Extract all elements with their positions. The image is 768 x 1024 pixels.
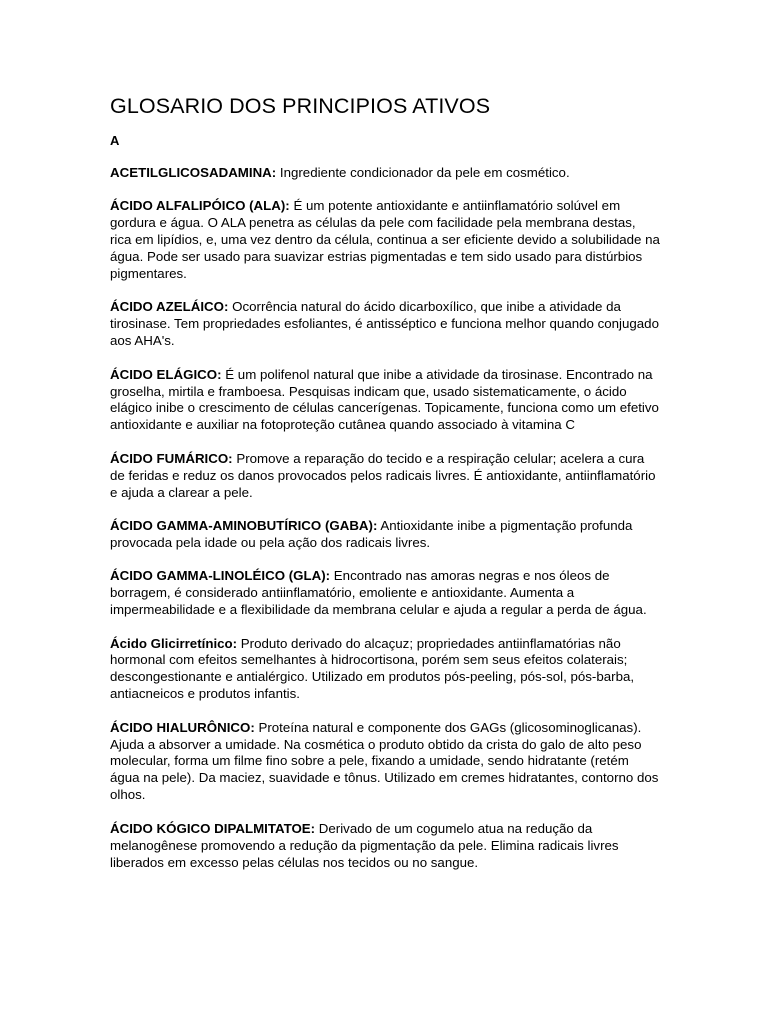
entry-definition: Proteína natural e componente dos GAGs (glicosominoglicanas). Ajuda a absorver a umidade. Na cosmética o produto obtido da crista do galo de alto peso molecular, forma um filme fino sobre a pele, fixando a umidade, sendo hidratante (retém água na pele). Da maciez, suavidade e tônus. Utilizado em cremes hidratantes, contorno dos olhos.	[110, 719, 659, 803]
entry-term: ACETILGLICOSADAMINA:	[110, 165, 277, 180]
glossary-entry	[110, 165, 660, 182]
entry-definition: Encontrado nas amoras negras e nos óleos de borragem, é considerado antiinflamatório, emoliente e antioxidante. Aumenta a impermeabilidade e a flexibilidade da membrana celular e ajuda a regular a perda de água.	[110, 568, 647, 618]
glossary-entry	[110, 299, 660, 350]
entry-term: Ácido Glicirretínico:	[110, 635, 238, 651]
entry-definition: Promove a reparação do tecido e a respiração celular; acelera a cura de feridas e reduz os danos provocados pelos radicais livres. É antioxidante, antiinflamatório e ajuda a clarear a pele.	[110, 450, 656, 500]
entry-term: ÁCIDO KÓGICO DIPALMITATOE:	[110, 820, 316, 836]
entry-term: ÁCIDO AZELÁICO:	[110, 299, 229, 315]
entry-definition: Derivado de um cogumelo atua na redução da melanogênese promovendo a redução da pigmentação da pele. Elimina radicais livres liberados em excesso pelas células nos tecidos ou no sangue.	[110, 820, 619, 870]
entry-definition: É um potente antioxidante e antiinflamatório solúvel em gordura e água. O ALA penetra as células da pele com facilidade pela membrana destas, rica em lipídios, e, uma vez dentro da célula, continua a ser eficiente devido a solubilidade na água. Pode ser usado para suavizar estrias pigmentadas e tem sido usado para distúrbios pigmentares.	[110, 198, 660, 282]
entry-term: ÁCIDO ALFALIPÓICO (ALA):	[110, 198, 290, 214]
entry-definition: Ocorrência natural do ácido dicarboxílico, que inibe a atividade da tirosinase. Tem propriedades esfoliantes, é antisséptico e funciona melhor quando conjugado aos AHA's.	[110, 299, 659, 349]
glossary-entry	[110, 367, 660, 435]
glossary-entry	[110, 518, 660, 552]
glossary-entry	[110, 720, 660, 805]
entry-definition: É um polifenol natural que inibe a atividade da tirosinase. Encontrado na groselha, mirtila e framboesa. Pesquisas indicam que, usado sistematicamente, o ácido elágico inibe o crescimento de células cancerígenas. Topicamente, funciona como um efetivo antioxidante e auxiliar na fotoproteção cutânea quando associado à vitamina C	[110, 366, 659, 433]
glossary-entry	[110, 636, 660, 704]
entry-term: ÁCIDO GAMMA-AMINOBUTÍRICO (GABA):	[110, 518, 378, 533]
page-title: GLOSARIO DOS PRINCIPIOS ATIVOS	[110, 94, 491, 118]
glossary-entry	[110, 568, 660, 619]
entry-definition: Produto derivado do alcaçuz; propriedades antiinflamatórias não hormonal com efeitos semelhantes à hidrocortisona, porém sem seus efeitos colaterais; descongestionante e antialérgico. Utilizado em produtos pós-peeling, pós-sol, pós-barba, antiacneicos e produtos infantis.	[110, 635, 635, 702]
glossary-entry	[110, 451, 660, 502]
entry-term: ÁCIDO HIALURÔNICO:	[110, 719, 255, 735]
entry-definition: Ingrediente condicionador da pele em cosmético.	[276, 165, 570, 180]
entry-definition: Antioxidante inibe a pigmentação profunda provocada pela idade ou pela ação dos radicais livres.	[110, 518, 633, 550]
section-letter-heading: A	[110, 133, 120, 148]
entry-term: ÁCIDO FUMÁRICO:	[110, 450, 233, 466]
entry-term: ÁCIDO GAMMA-LINOLÉICO (GLA):	[110, 568, 331, 584]
entry-term: ÁCIDO ELÁGICO:	[110, 366, 222, 382]
document-page	[110, 92, 660, 871]
glossary-entry	[110, 821, 660, 872]
glossary-entry	[110, 198, 660, 283]
